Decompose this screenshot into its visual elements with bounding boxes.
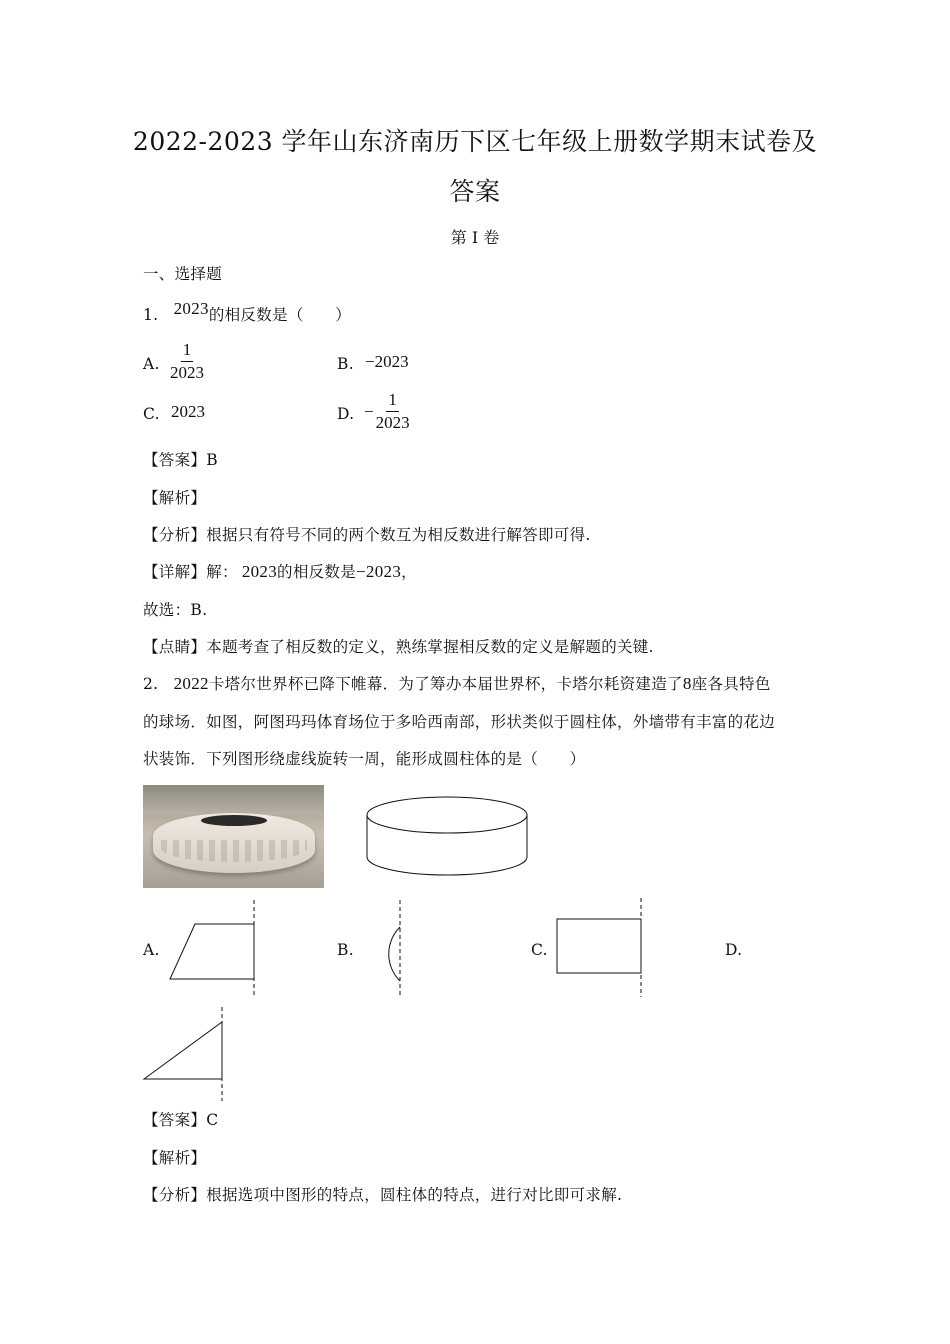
stem-text-a: 卡塔尔世界杯已降下帷幕．为了筹办本届世界杯，卡塔尔耗资建造了 — [208, 675, 683, 693]
volume-label: 第 I 卷 — [450, 228, 500, 247]
question-number: 2. — [143, 675, 159, 693]
q1-analysis-header: 【解析】 — [143, 489, 207, 507]
option-c-letter: C. — [143, 405, 160, 423]
detail-mid: 的相反数是 — [277, 563, 357, 581]
option-d-letter: D. — [337, 405, 355, 423]
option-a-trapezoid-figure — [165, 895, 265, 1000]
option-c-value: 2023 — [171, 402, 205, 421]
stem-value: 2023 — [173, 299, 209, 318]
detail-end: ， — [401, 563, 417, 581]
option-c-letter: C. — [531, 941, 548, 959]
option-a-fraction — [170, 340, 204, 384]
cylinder-diagram — [360, 790, 535, 880]
option-d-letter: D. — [725, 941, 743, 959]
numerator: 1 — [386, 390, 399, 412]
option-b-value: −2023 — [365, 352, 409, 371]
option-c-rectangle-figure — [550, 895, 650, 1000]
q1-detail — [143, 560, 417, 582]
document-title-line-1: 2022-2023 学年山东济南历下区七年级上册数学期末试卷及 — [132, 127, 818, 156]
option-a-letter: A. — [143, 941, 160, 959]
stadium-opening — [201, 815, 267, 826]
question-number: 1. — [143, 306, 159, 324]
count-value: 8 — [682, 674, 692, 693]
q2-analysis: 【分析】根据选项中图形的特点，圆柱体的特点，进行对比即可求解. — [143, 1186, 623, 1204]
stadium-photo — [143, 785, 324, 888]
minus-sign: − — [364, 402, 374, 421]
numerator: 1 — [181, 340, 194, 362]
question-2-line-3: 状装饰．下列图形绕虚线旋转一周，能形成圆柱体的是（ ） — [143, 750, 586, 768]
q1-answer: 【答案】B — [143, 451, 218, 469]
detail-result: −2023 — [356, 562, 402, 581]
q1-analysis: 【分析】根据只有符号不同的两个数互为相反数进行解答即可得. — [143, 526, 591, 544]
q1-comment: 【点睛】本题考查了相反数的定义，熟练掌握相反数的定义是解题的关键. — [143, 638, 654, 656]
stem-text-b: 座各具特色 — [691, 675, 771, 693]
q2-analysis-header: 【解析】 — [143, 1149, 207, 1167]
question-2-line-2: 的球场．如图，阿图玛玛体育场位于多哈西南部，形状类似于圆柱体，外墙带有丰富的花边 — [143, 713, 776, 731]
detail-prefix: 【详解】解： — [143, 563, 238, 581]
document-title-line-2: 答案 — [449, 177, 501, 206]
section-heading: 一、选择题 — [143, 265, 223, 283]
question-2-line-1 — [143, 672, 771, 694]
option-d-triangle-figure — [140, 1005, 235, 1105]
option-b-letter: B. — [337, 355, 354, 373]
q2-answer: 【答案】C — [143, 1111, 219, 1129]
stem-text: 的相反数是（ ） — [208, 306, 352, 324]
question-1-stem — [143, 299, 352, 325]
year-value: 2022 — [173, 674, 209, 693]
option-b-semicircle-figure — [355, 895, 415, 1000]
denominator: 2023 — [375, 413, 410, 432]
q1-choice: 故选：B. — [143, 601, 208, 619]
denominator: 2023 — [170, 363, 204, 382]
option-d-fraction — [364, 390, 410, 434]
option-a-letter: A. — [143, 355, 160, 373]
option-b-letter: B. — [337, 941, 354, 959]
photo-sky — [143, 785, 324, 815]
detail-value: 2023 — [241, 562, 278, 581]
